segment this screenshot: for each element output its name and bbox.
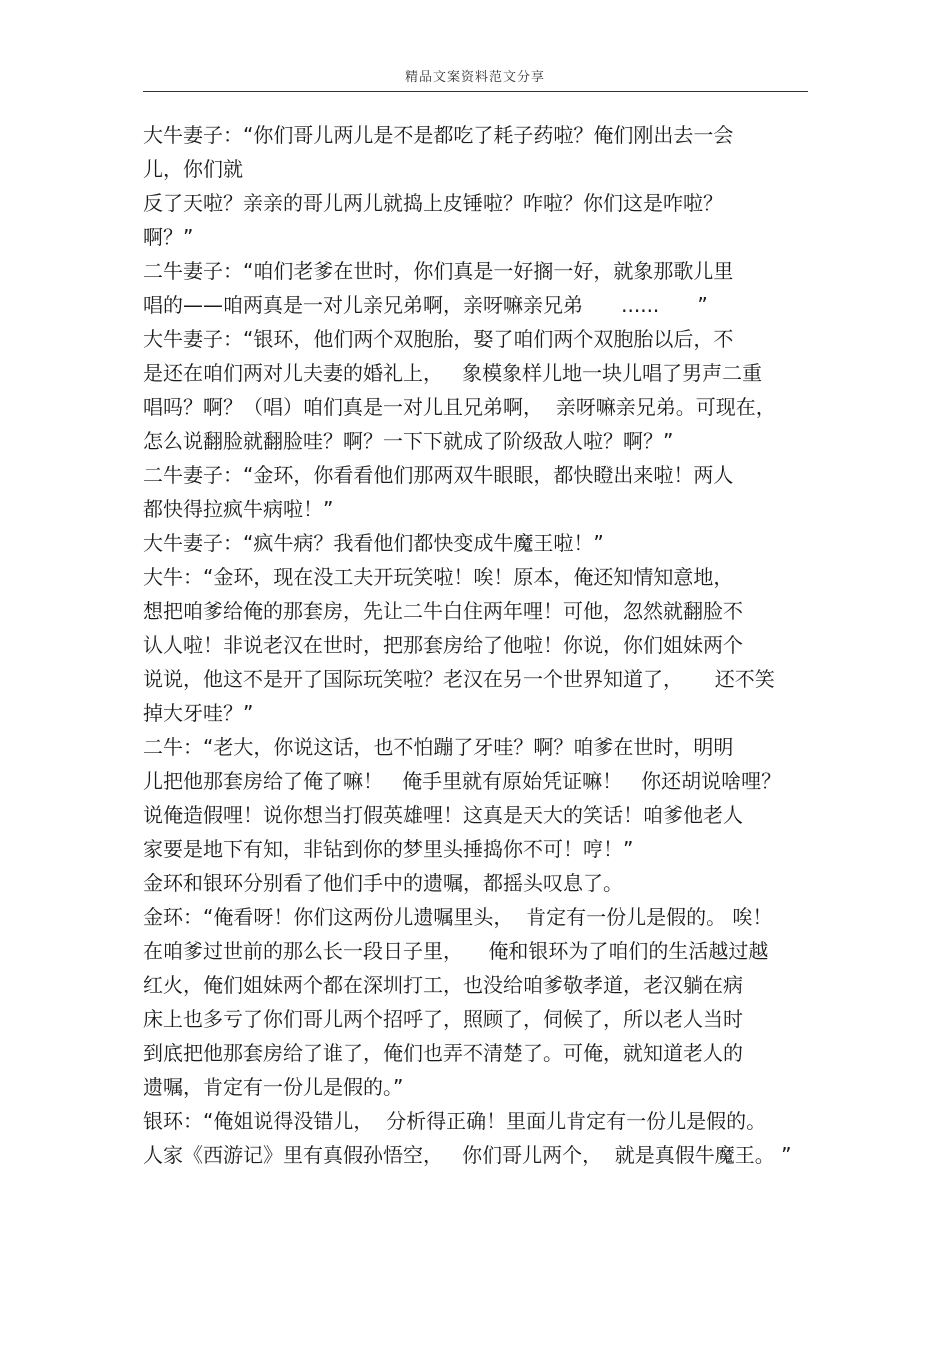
header-divider — [143, 91, 808, 92]
text-line: 人家《西游记》里有真假孙悟空， 你们哥儿两个， 就是真假牛魔王。 ” — [143, 1143, 792, 1167]
text-line: 红火，俺们姐妹两个都在深圳打工，也没给咱爹敬孝道，老汉躺在病 — [143, 973, 743, 997]
text-line: 儿把他那套房给了俺了嘛！ 俺手里就有原始凭证嘛！ 你还胡说啥哩？ — [143, 769, 782, 793]
text-line: 大牛妻子：“你们哥儿两儿是不是都吃了耗子药啦？俺们刚出去一会 — [143, 123, 734, 147]
text-line: 银环：“俺姐说得没错儿， 分析得正确！里面儿肯定有一份儿是假的。 — [143, 1109, 767, 1133]
text-line: 说俺造假哩！说你想当打假英雄哩！这真是天大的笑话！咱爹他老人 — [143, 803, 743, 827]
text-line: 大牛妻子：“疯牛病？我看他们都快变成牛魔王啦！” — [143, 531, 604, 555]
text-line: 在咱爹过世前的那么长一段日子里， 俺和银环为了咱们的生活越过越 — [143, 939, 769, 963]
text-line: 大牛：“金环，现在没工夫开玩笑啦！唉！原本，俺还知情知意地， — [143, 565, 734, 589]
text-line: 金环和银环分别看了他们手中的遗嘱，都摇头叹息了。 — [143, 871, 623, 895]
text-line: 是还在咱们两对儿夫妻的婚礼上， 象模象样儿地一块儿唱了男声二重 — [143, 361, 763, 385]
text-line: 二牛妻子：“咱们老爹在世时，你们真是一好搁一好，就象那歌儿里 — [143, 259, 734, 283]
page-header-title: 精品文案资料范文分享 — [404, 70, 545, 85]
text-line: 反了天啦？亲亲的哥儿两儿就捣上皮锤啦？咋啦？你们这是咋啦？ — [143, 191, 723, 215]
text-line: 唱的——咱两真是一对儿亲兄弟啊，亲呀嘛亲兄弟 ...... ” — [143, 293, 708, 317]
text-line: 认人啦！非说老汉在世时，把那套房给了他啦！你说，你们姐妹两个 — [143, 633, 743, 657]
text-line: 掉大牙哇？” — [143, 701, 254, 725]
document-body — [143, 118, 808, 1172]
text-line: 怎么说翻脸就翻脸哇？啊？一下下就成了阶级敌人啦？啊？” — [143, 429, 674, 453]
text-line: 家要是地下有知，非钻到你的梦里头捶捣你不可！哼！” — [143, 837, 634, 861]
text-line: 都快得拉疯牛病啦！” — [143, 497, 334, 521]
text-line: 到底把他那套房给了谁了，俺们也弄不清楚了。可俺，就知道老人的 — [143, 1041, 743, 1065]
text-line: 金环：“俺看呀！你们这两份儿遗嘱里头， 肯定有一份儿是假的。 唉！ — [143, 905, 773, 929]
text-line: 啊？” — [143, 225, 194, 249]
text-line: 床上也多亏了你们哥儿两个招呼了，照顾了，伺候了，所以老人当时 — [143, 1007, 743, 1031]
text-line: 二牛：“老大，你说这话，也不怕蹦了牙哇？啊？咱爹在世时，明明 — [143, 735, 734, 759]
text-line: 想把咱爹给俺的那套房，先让二牛白住两年哩！可他，忽然就翻脸不 — [143, 599, 743, 623]
text-line: 大牛妻子：“银环，他们两个双胞胎，娶了咱们两个双胞胎以后，不 — [143, 327, 734, 351]
text-line: 唱吗？啊？（唱）咱们真是一对儿且兄弟啊， 亲呀嘛亲兄弟。可现在， — [143, 395, 776, 419]
text-line: 遗嘱，肯定有一份儿是假的。” — [143, 1075, 404, 1099]
text-line: 二牛妻子：“金环，你看看他们那两双牛眼眼，都快瞪出来啦！两人 — [143, 463, 734, 487]
text-line: 说说，他这不是开了国际玩笑啦？老汉在另一个世界知道了， 还不笑 — [143, 667, 775, 691]
text-line: 儿，你们就 — [143, 157, 243, 181]
